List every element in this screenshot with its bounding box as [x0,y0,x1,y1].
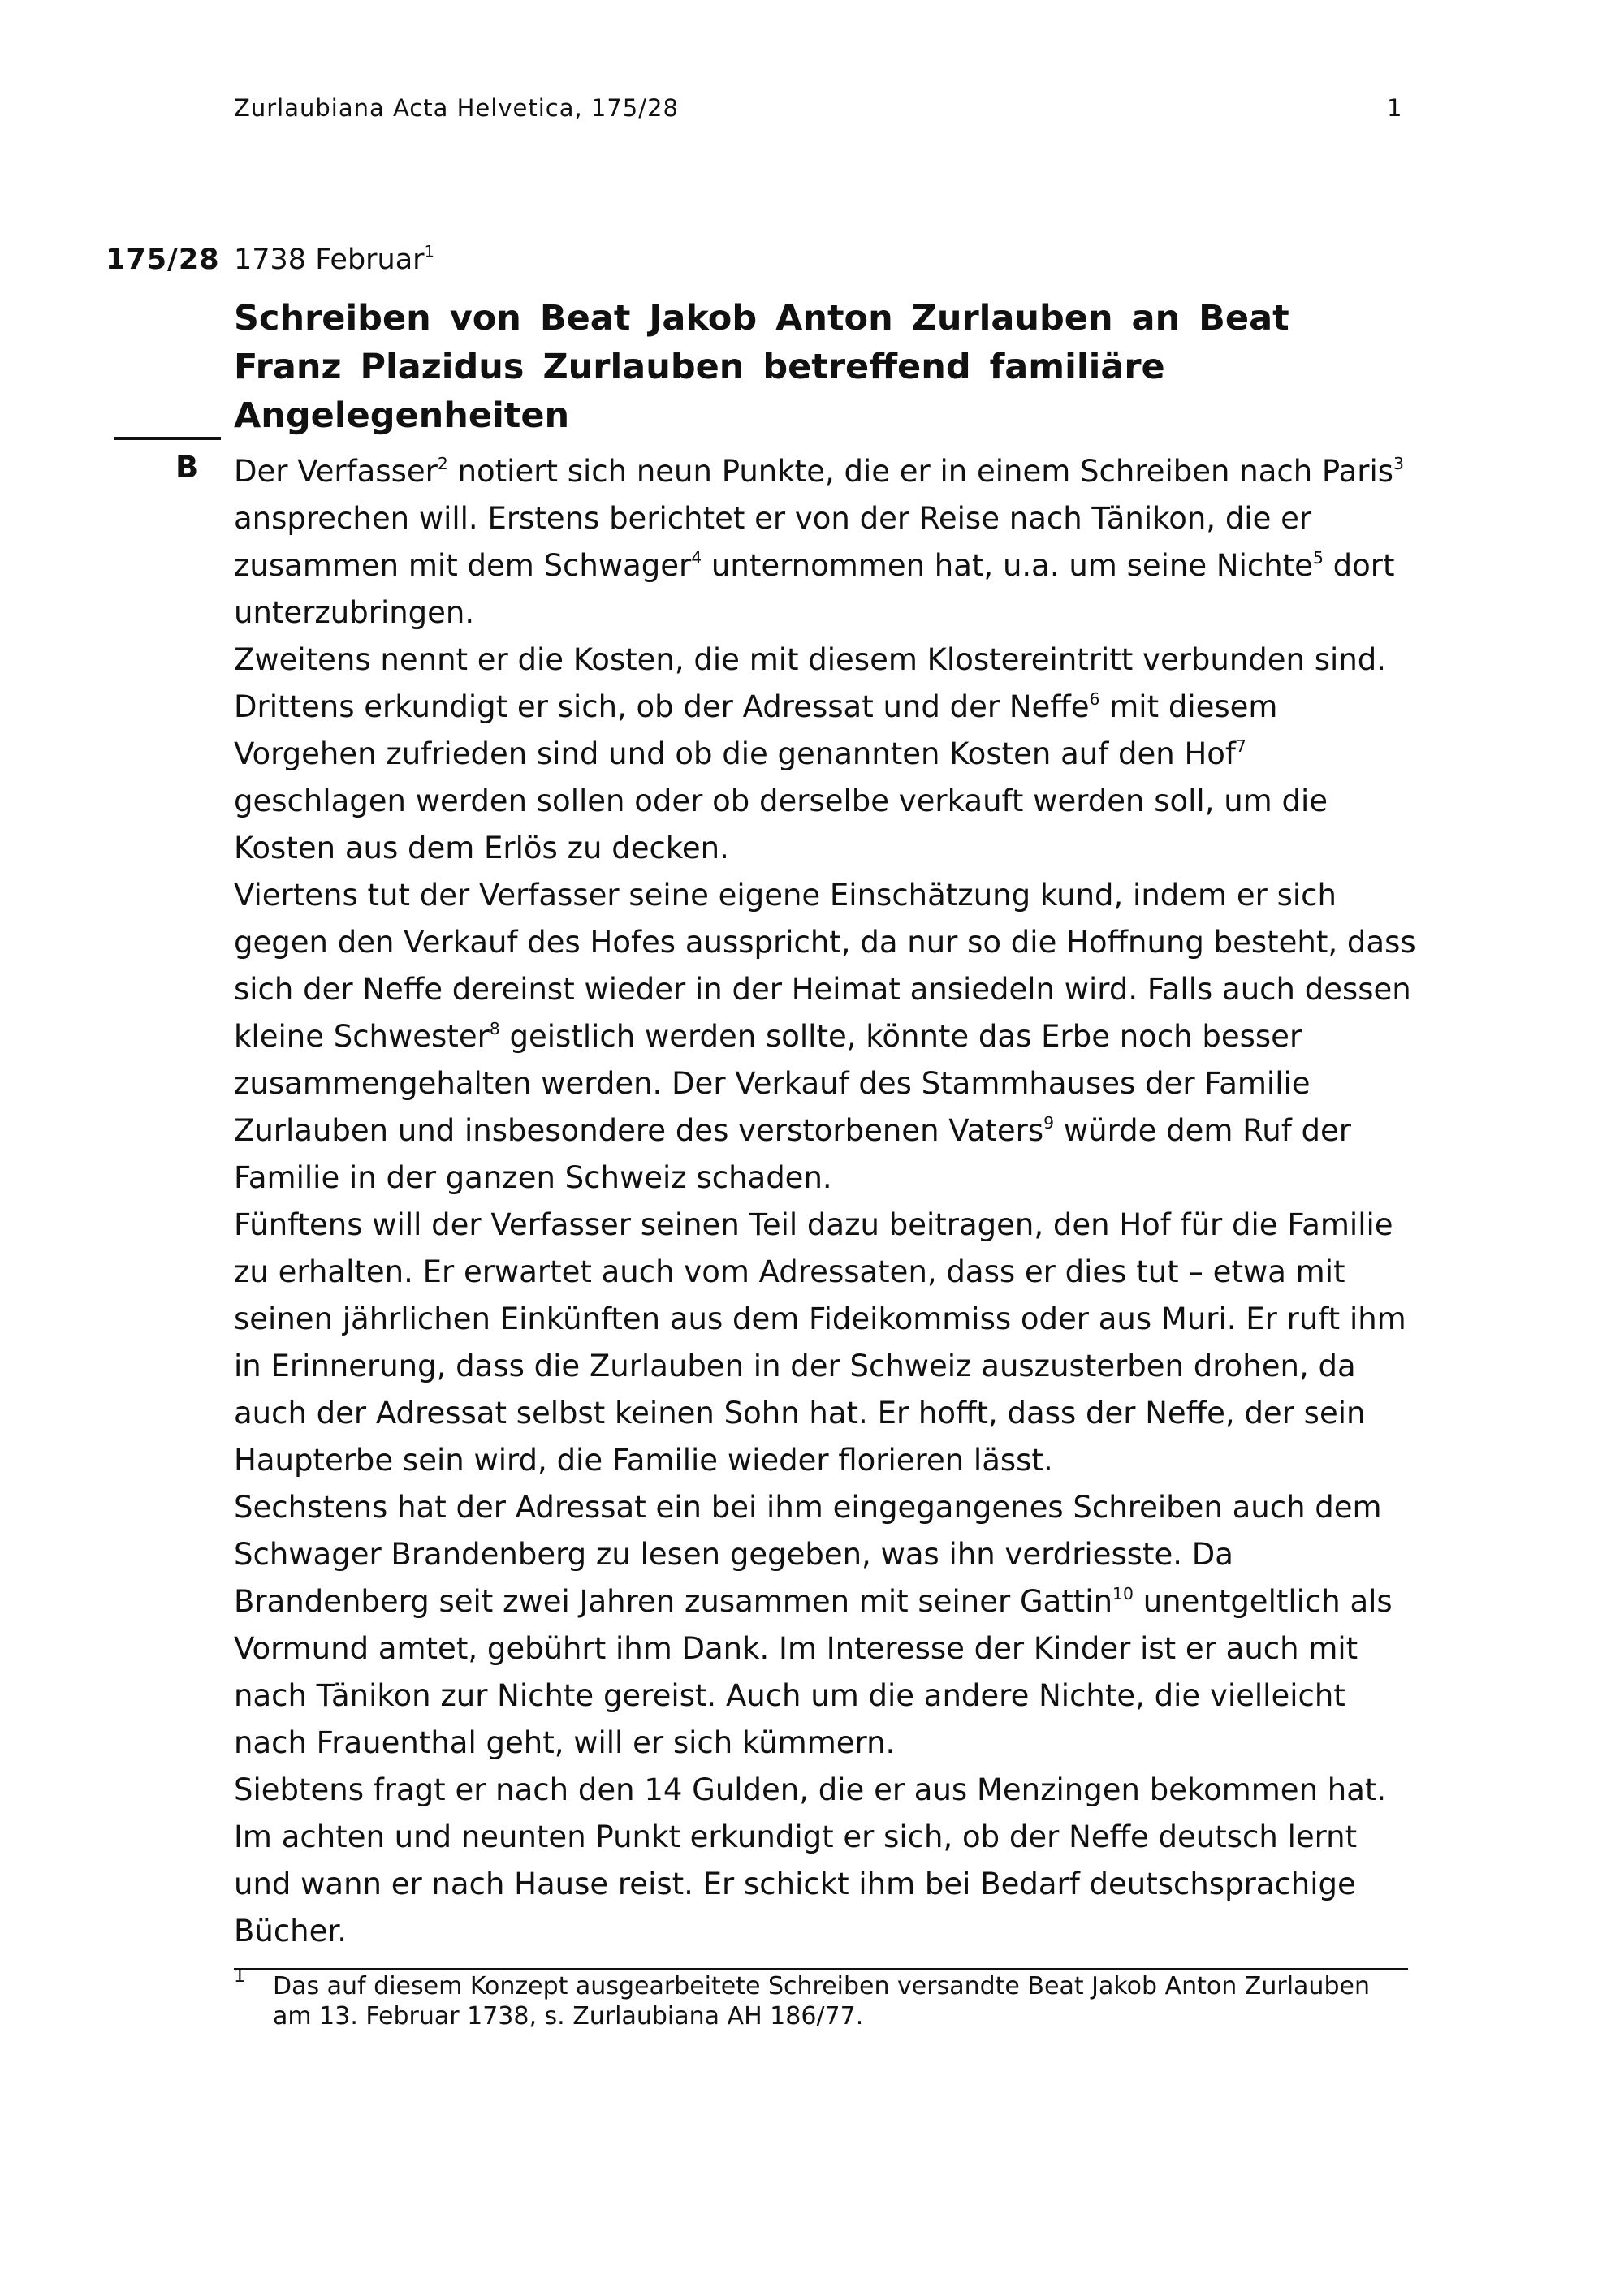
summary-paragraph [234,1202,1419,1484]
footnote-number: 1 [234,1966,245,1987]
summary-paragraph [234,448,1419,637]
document-id: 175/28 [106,244,220,276]
footnote-ref: 4 [691,547,702,568]
section-marker: B [175,450,199,485]
text-run: geschlagen werden sollen oder ob derselbe verkauft werden soll, um die Kosten aus dem Erlös zu decken. [234,783,1328,865]
document-date: 1738 Februar [234,244,425,276]
document-date-line [234,244,434,276]
text-run: geistlich werden sollte, könnte das Erbe noch besser zusammengehalten werden. Der Verkauf des Stammhauses der Familie Zurlauben und insbesondere des verstorbenen Vaters [234,1019,1311,1148]
running-title: Zurlaubiana Acta Helvetica, 175/28 [234,94,679,122]
page-number: 1 [1387,94,1402,122]
summary-paragraph [234,684,1419,872]
text-run: Im achten und neunten Punkt erkundigt er sich, ob der Neffe deutsch lernt und wann er nach Hause reist. Er schickt ihm bei Bedarf deutschsprachige Bücher. [234,1819,1358,1949]
footnote-ref: 5 [1312,547,1324,568]
text-run: würde dem Ruf der Familie in der ganzen Schweiz schaden. [234,1113,1351,1195]
summary-paragraph [234,637,1419,684]
footnote-ref: 2 [437,453,448,473]
document-title: Schreiben von Beat Jakob Anton Zurlauben an Beat Franz Plazidus Zurlauben betreffend familiäre Angelegenheiten [234,298,1289,436]
text-run: ansprechen will. Erstens berichtet er von der Reise nach Tänikon, die er zusammen mit dem Schwager [234,501,1312,583]
footnote-ref: 3 [1393,453,1404,473]
footnote-ref: 7 [1235,736,1246,756]
text-run: Siebtens fragt er nach den 14 Gulden, die er aus Menzingen bekommen hat. [234,1772,1387,1807]
summary-paragraph [234,1484,1419,1767]
text-run: Drittens erkundigt er sich, ob der Adressat und der Neffe [234,689,1090,724]
footnote-ref: 9 [1043,1112,1055,1133]
footnote-ref: 6 [1089,688,1100,709]
footnote-rule [234,1968,1408,1970]
text-run: Sechstens hat der Adressat ein bei ihm eingegangenes Schreiben auch dem Schwager Brandenberg zu lesen gegeben, was ihn verdriesste. Da Brandenberg seit zwei Jahren zusammen mit seiner Gattin [234,1490,1382,1619]
summary-paragraph [234,1767,1419,1814]
date-footnote-ref: 1 [424,242,434,261]
text-run: Der Verfasser [234,454,438,489]
summary-text [234,448,1419,1955]
text-run: unternommen hat, u.a. um seine Nichte [702,548,1313,583]
text-run: Fünftens will der Verfasser seinen Teil dazu beitragen, den Hof für die Familie zu erhalten. Er erwartet auch vom Adressaten, dass er dies tut – etwa mit seinen jährlichen Einkünften aus dem Fideikommiss oder aus Muri. Er ruft ihm in Erinnerung, dass die Zurlauben in der Schweiz auszusterben drohen, da auch der Adressat selbst keinen Sohn hat. Er hofft, dass der Neffe, der sein Haupterbe sein wird, die Familie wieder florieren lässt. [234,1207,1406,1478]
text-run: dort unterzubringen. [234,548,1395,630]
text-run: notiert sich neun Punkte, die er in einem Schreiben nach Paris [447,454,1394,489]
summary-paragraph [234,872,1419,1202]
text-run: Viertens tut der Verfasser seine eigene Einschätzung kund, indem er sich gegen den Verkauf des Hofes ausspricht, da nur so die Hoffnung besteht, dass sich der Neffe dereinst wieder in der Heimat ansiedeln wird. Falls auch dessen kleine Schwester [234,878,1416,1054]
text-run: unentgeltlich als Vormund amtet, gebührt ihm Dank. Im Interesse der Kinder ist er auch mit nach Tänikon zur Nichte gereist. Auch um die andere Nichte, die vielleicht nach Frauenthal geht, will er sich kümmern. [234,1584,1393,1760]
text-run: Zweitens nennt er die Kosten, die mit diesem Klostereintritt verbunden sind. [234,642,1387,677]
footnote-ref: 10 [1112,1583,1134,1603]
section-rule [114,437,221,440]
text-run: mit diesem Vorgehen zufrieden sind und ob die genannten Kosten auf den Hof [234,689,1278,771]
footnote-text: Das auf diesem Konzept ausgearbeitete Schreiben versandte Beat Jakob Anton Zurlauben am 13. Februar 1738, s. Zurlaubiana AH 186/77. [273,1972,1370,2031]
summary-paragraph [234,1814,1419,1955]
footnote-ref: 8 [489,1018,500,1038]
